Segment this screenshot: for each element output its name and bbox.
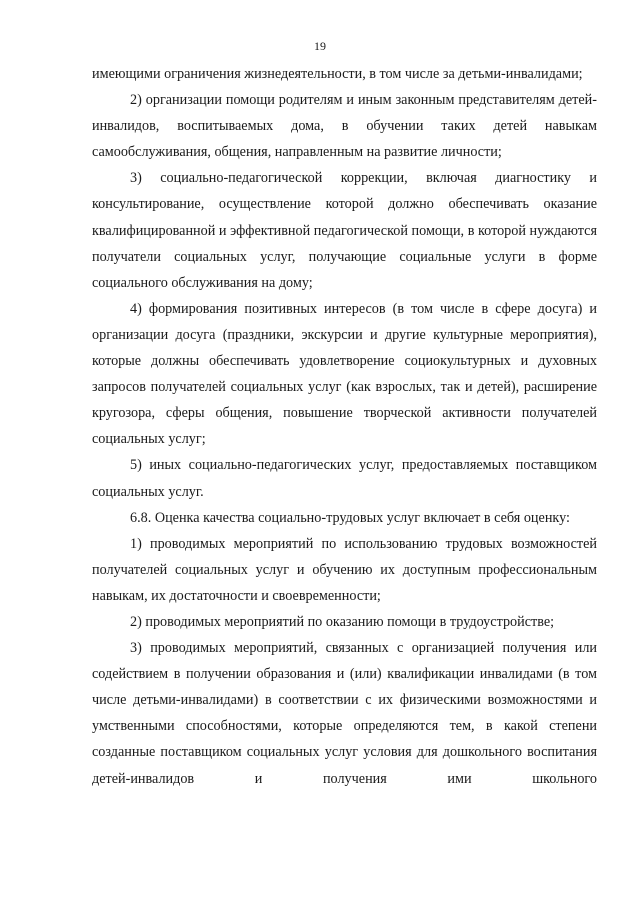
paragraph-item-1: 1) проводимых мероприятий по использованию трудовых возможностей получателей социальных услуг и обучению их доступным профессиональным навыкам, их достаточности и своевременности; [92, 535, 597, 604]
paragraph-item-3-education: 3) проводимых мероприятий, связанных с организацией получения или содействием в получении образования и (или) квалификации инвалидами (в том числе детьми-инвалидами) в соответствии с их физическими возможностями и умственными способностями, которые определяются тем, в какой степени созданные поставщиком социальных услуг условия для дошкольного воспитания детей-инвалидов и получения ими школьного [92, 640, 597, 787]
paragraph-item-2-employment: 2) проводимых мероприятий по оказанию помощи в трудоустройстве; [130, 613, 555, 630]
paragraph-continuation: имеющими ограничения жизнедеятельности, в том числе за детьми-инвалидами; [92, 66, 583, 82]
paragraph-section-6-8: 6.8. Оценка качества социально-трудовых услуг включает в себя оценку: [130, 509, 570, 526]
paragraph-item-2: 2) организации помощи родителям и иным законным представителям детей-инвалидов, воспитываемых дома, в обучении таких детей навыкам самообслуживания, общения, направленным на развитие личности; [92, 92, 597, 161]
paragraph-item-5: 5) иных социально-педагогических услуг, предоставляемых поставщиком социальных услуг. [92, 457, 597, 500]
paragraph-item-4: 4) формирования позитивных интересов (в том числе в сфере досуга) и организации досуга (праздники, экскурсии и другие культурные мероприятия), которые должны обеспечивать удовлетворение социокультурных и духовных запросов получателей социальных услуг (как взрослых, так и детей), расширение кругозора, сферы общения, повышение творческой активности получателей социальных услуг; [92, 300, 597, 448]
document-body [92, 61, 597, 792]
paragraph-item-3: 3) социально-педагогической коррекции, включая диагностику и консультирование, осуществление которой должно обеспечивать оказание квалифицированной и эффективной педагогической помощи, в которой нуждаются получатели социальных услуг, получающие социальные услуги в форме социального обслуживания на дому; [92, 170, 597, 291]
page-number: 19 [314, 39, 326, 53]
